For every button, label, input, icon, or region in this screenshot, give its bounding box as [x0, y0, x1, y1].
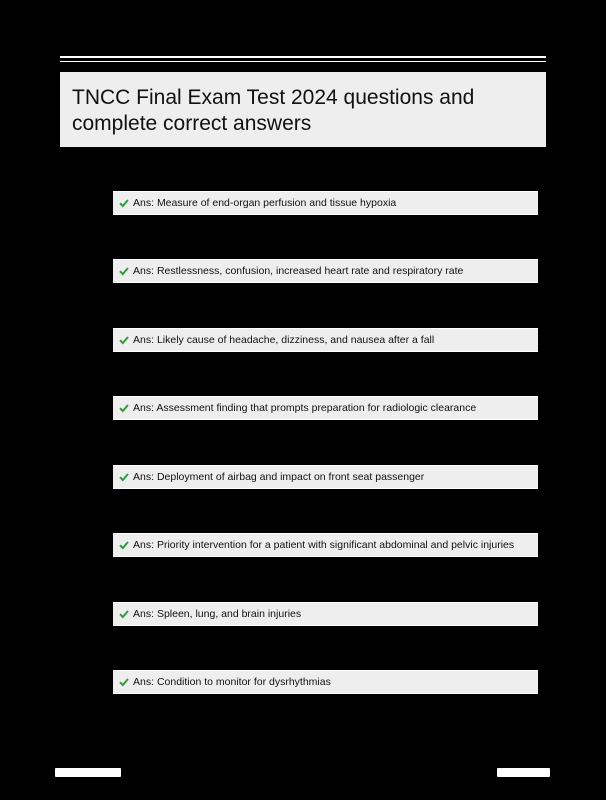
footer-left-mark	[55, 768, 121, 777]
footer-right-mark	[497, 768, 550, 777]
document-title: TNCC Final Exam Test 2024 questions and complete correct answers	[72, 86, 475, 135]
answer-text: Ans: Assessment finding that prompts preparation for radiologic clearance	[133, 402, 477, 414]
checkmark-icon	[119, 540, 129, 550]
answer-row	[113, 670, 538, 694]
answer-text: Ans: Spleen, lung, and brain injuries	[133, 608, 302, 620]
answer-row	[113, 602, 538, 626]
checkmark-icon	[119, 403, 129, 413]
answer-text: Ans: Priority intervention for a patient with significant abdominal and pelvic injuries	[133, 539, 515, 551]
answer-row	[113, 259, 538, 283]
answer-row	[113, 465, 538, 489]
answer-text: Ans: Likely cause of headache, dizziness, and nausea after a fall	[133, 334, 435, 346]
answer-row	[113, 396, 538, 420]
checkmark-icon	[119, 609, 129, 619]
title-banner	[60, 72, 546, 147]
checkmark-icon	[119, 335, 129, 345]
answer-text: Ans: Condition to monitor for dysrhythmias	[133, 676, 331, 688]
checkmark-icon	[119, 198, 129, 208]
answer-row	[113, 533, 538, 557]
answer-text: Ans: Measure of end-organ perfusion and tissue hypoxia	[133, 197, 397, 209]
answer-text: Ans: Deployment of airbag and impact on front seat passenger	[133, 471, 425, 483]
header-rule	[60, 56, 546, 62]
checkmark-icon	[119, 472, 129, 482]
answer-row	[113, 191, 538, 215]
checkmark-icon	[119, 266, 129, 276]
answer-text: Ans: Restlessness, confusion, increased heart rate and respiratory rate	[133, 265, 464, 277]
checkmark-icon	[119, 677, 129, 687]
answer-row	[113, 328, 538, 352]
